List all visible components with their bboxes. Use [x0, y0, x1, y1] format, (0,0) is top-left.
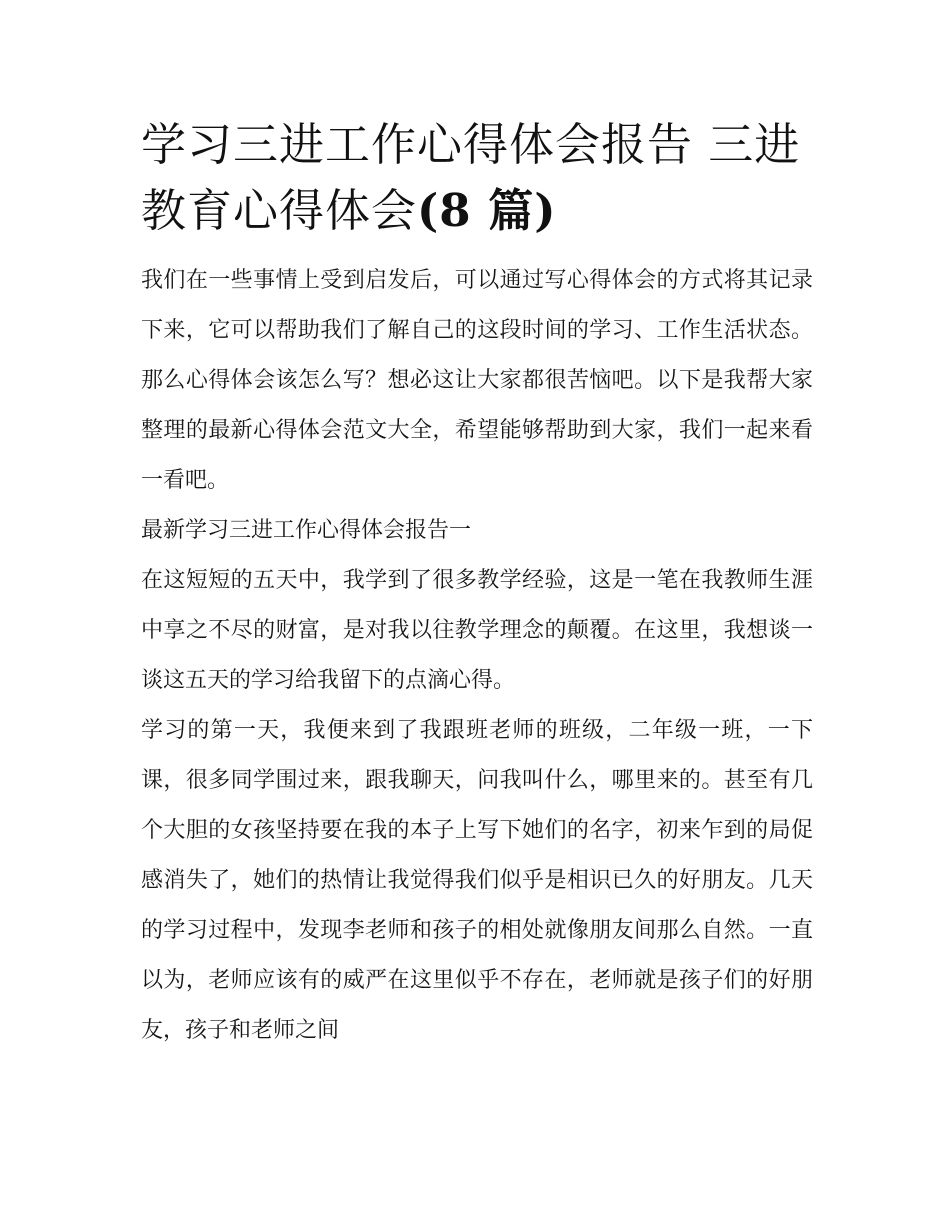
document-title	[141, 112, 813, 244]
body-paragraph: 在这短短的五天中，我学到了很多教学经验，这是一笔在我教师生涯中享之不尽的财富，是对我以往教学理念的颠覆。在这里，我想谈一谈这五天的学习给我留下的点滴心得。	[141, 568, 813, 693]
document-title-text: 学习三进工作心得体会报告 三进教育心得体会	[141, 118, 801, 237]
body-paragraph: 学习的第一天，我便来到了我跟班老师的班级，二年级一班，一下课，很多同学围过来，跟我聊天，问我叫什么，哪里来的。甚至有几个大胆的女孩坚持要在我的本子上写下她们的名字，初来乍到的局促感消失了，她们的热情让我觉得我们似乎是相识已久的好朋友。几天的学习过程中，发现李老师和孩子的相处就像朋友间那么自然。一直以为，老师应该有的威严在这里似乎不存在，老师就是孩子们的好朋友，孩子和老师之间	[141, 718, 813, 1043]
document-body	[141, 112, 813, 1056]
section-heading: 最新学习三进工作心得体会报告一	[141, 518, 472, 543]
document-title-count: (8 篇)	[417, 184, 557, 237]
intro-paragraph: 我们在一些事情上受到启发后，可以通过写心得体会的方式将其记录下来，它可以帮助我们了解自己的这段时间的学习、工作生活状态。那么心得体会该怎么写？想必这让大家都很苦恼吧。以下是我帮大家整理的最新心得体会范文大全，希望能够帮助到大家，我们一起来看一看吧。	[141, 268, 813, 493]
